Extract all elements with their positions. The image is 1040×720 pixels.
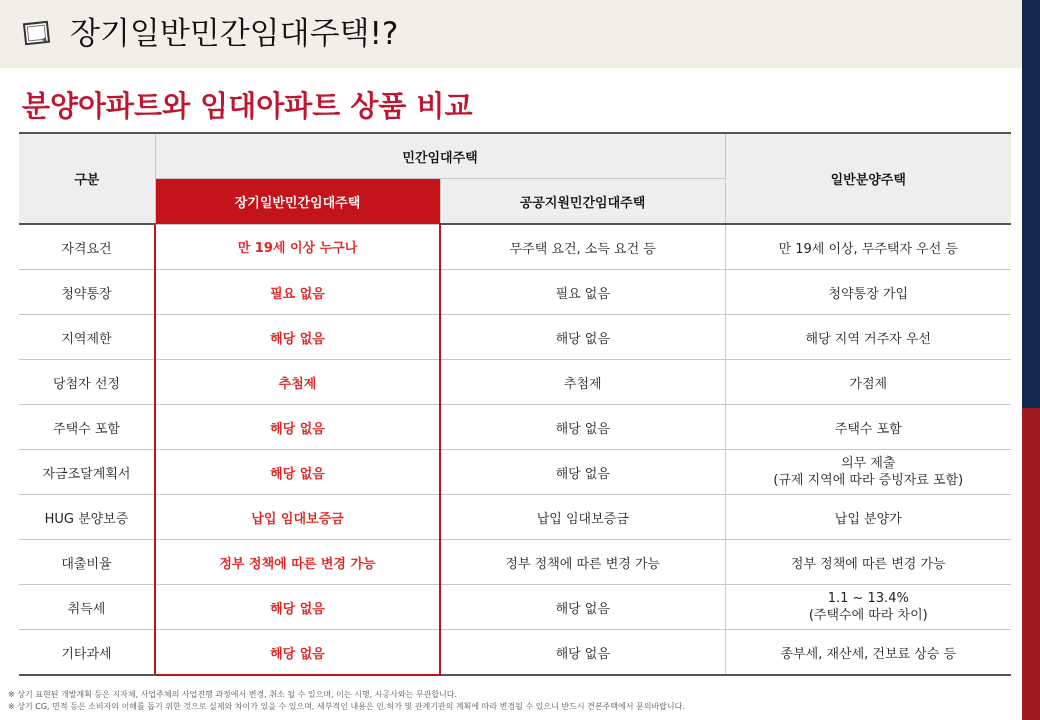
row-label: 기타과세 bbox=[19, 630, 155, 676]
row-label: 지역제한 bbox=[19, 315, 155, 360]
row-label: 청약통장 bbox=[19, 270, 155, 315]
header-category: 구분 bbox=[19, 133, 155, 224]
cell-public-support: 해당 없음 bbox=[440, 405, 725, 450]
table-row bbox=[19, 630, 1011, 676]
cell-long-term: 추첨제 bbox=[155, 360, 440, 405]
table-row bbox=[19, 360, 1011, 405]
header-public-support-rental: 공공지원민간임대주택 bbox=[440, 179, 725, 225]
cell-general-sale-line: 1.1 ~ 13.4% bbox=[827, 591, 909, 606]
row-label: 주택수 포함 bbox=[19, 405, 155, 450]
section-title: 분양아파트와 임대아파트 상품 비교 bbox=[22, 89, 473, 123]
cell-public-support: 정부 정책에 따른 변경 가능 bbox=[440, 540, 725, 585]
comparison-table bbox=[19, 132, 1011, 676]
cell-public-support: 납입 임대보증금 bbox=[440, 495, 725, 540]
table-row bbox=[19, 315, 1011, 360]
header-long-term-rental: 장기일반민간임대주택 bbox=[155, 179, 440, 225]
header-general-sale: 일반분양주택 bbox=[725, 133, 1011, 224]
cell-long-term: 납입 임대보증금 bbox=[155, 495, 440, 540]
cell-general-sale-line: 가점제 bbox=[849, 376, 888, 392]
cell-general-sale bbox=[725, 450, 1011, 495]
row-label: 대출비율 bbox=[19, 540, 155, 585]
cell-general-sale-line: 주택수 포함 bbox=[834, 421, 902, 437]
cell-public-support: 필요 없음 bbox=[440, 270, 725, 315]
cell-general-sale bbox=[725, 540, 1011, 585]
cell-general-sale-line: (규제 지역에 따라 증빙자료 포함) bbox=[773, 473, 964, 488]
cell-long-term: 해당 없음 bbox=[155, 450, 440, 495]
cell-general-sale bbox=[725, 405, 1011, 450]
cell-public-support: 해당 없음 bbox=[440, 450, 725, 495]
header-private-rental-group: 민간임대주택 bbox=[155, 133, 725, 179]
side-stripe-navy bbox=[1022, 0, 1040, 408]
cell-general-sale-line: 청약통장 가입 bbox=[828, 286, 908, 302]
cell-general-sale bbox=[725, 315, 1011, 360]
side-stripe-red bbox=[1022, 408, 1040, 720]
cell-long-term: 해당 없음 bbox=[155, 405, 440, 450]
cell-general-sale bbox=[725, 630, 1011, 676]
table-row bbox=[19, 224, 1011, 270]
cell-general-sale bbox=[725, 270, 1011, 315]
table-row bbox=[19, 450, 1011, 495]
footnote-1: ※ 상기 표현된 개발계획 등은 지자체, 사업주체의 사업진행 과정에서 변경, 취소 될 수 있으며, 이는 시행, 시공사와는 무관합니다. bbox=[8, 690, 458, 699]
cell-public-support: 무주택 요건, 소득 요건 등 bbox=[440, 224, 725, 270]
row-label: 당첨자 선정 bbox=[19, 360, 155, 405]
page-title: 장기일반민간임대주택!? bbox=[70, 16, 399, 52]
cell-long-term: 정부 정책에 따른 변경 가능 bbox=[155, 540, 440, 585]
footnote-2: ※ 상기 CG, 면적 등은 소비자의 이해를 돕기 위한 것으로 실제와 차이가 있을 수 있으며, 세부적인 내용은 인.허가 및 관계기관의 계획에 따라 변경될 수 있으니 반드시 견본주택에서 문의바랍니다. bbox=[8, 702, 685, 711]
cell-general-sale bbox=[725, 495, 1011, 540]
table-row bbox=[19, 405, 1011, 450]
cell-long-term: 해당 없음 bbox=[155, 315, 440, 360]
cell-general-sale-line: 종부세, 재산세, 건보료 상승 등 bbox=[780, 646, 957, 662]
cell-general-sale bbox=[725, 360, 1011, 405]
comparison-table-body bbox=[19, 224, 1011, 675]
table-row bbox=[19, 585, 1011, 630]
cell-general-sale-line: 의무 제출 bbox=[841, 456, 896, 471]
cell-public-support: 해당 없음 bbox=[440, 585, 725, 630]
cell-public-support: 해당 없음 bbox=[440, 630, 725, 676]
cell-general-sale-line: (주택수에 따라 차이) bbox=[808, 608, 928, 623]
cell-general-sale-line: 만 19세 이상, 무주택자 우선 등 bbox=[778, 241, 958, 257]
cell-public-support: 해당 없음 bbox=[440, 315, 725, 360]
row-label: 취득세 bbox=[19, 585, 155, 630]
cell-general-sale bbox=[725, 585, 1011, 630]
cell-long-term: 해당 없음 bbox=[155, 630, 440, 676]
table-row bbox=[19, 495, 1011, 540]
cell-long-term: 만 19세 이상 누구나 bbox=[155, 224, 440, 270]
cell-general-sale-line: 납입 분양가 bbox=[834, 511, 902, 527]
cell-long-term: 해당 없음 bbox=[155, 585, 440, 630]
cell-public-support: 추첨제 bbox=[440, 360, 725, 405]
cell-general-sale-line: 정부 정책에 따른 변경 가능 bbox=[790, 556, 946, 572]
table-row bbox=[19, 270, 1011, 315]
cell-general-sale-line: 해당 지역 거주자 우선 bbox=[805, 331, 931, 347]
row-label: 자금조달계획서 bbox=[19, 450, 155, 495]
table-row bbox=[19, 540, 1011, 585]
cell-long-term: 필요 없음 bbox=[155, 270, 440, 315]
row-label: HUG 분양보증 bbox=[19, 495, 155, 540]
row-label: 자격요건 bbox=[19, 224, 155, 270]
note-frame-icon bbox=[22, 19, 52, 47]
header-bar bbox=[0, 0, 1022, 68]
cell-general-sale bbox=[725, 224, 1011, 270]
footnotes bbox=[8, 689, 685, 713]
